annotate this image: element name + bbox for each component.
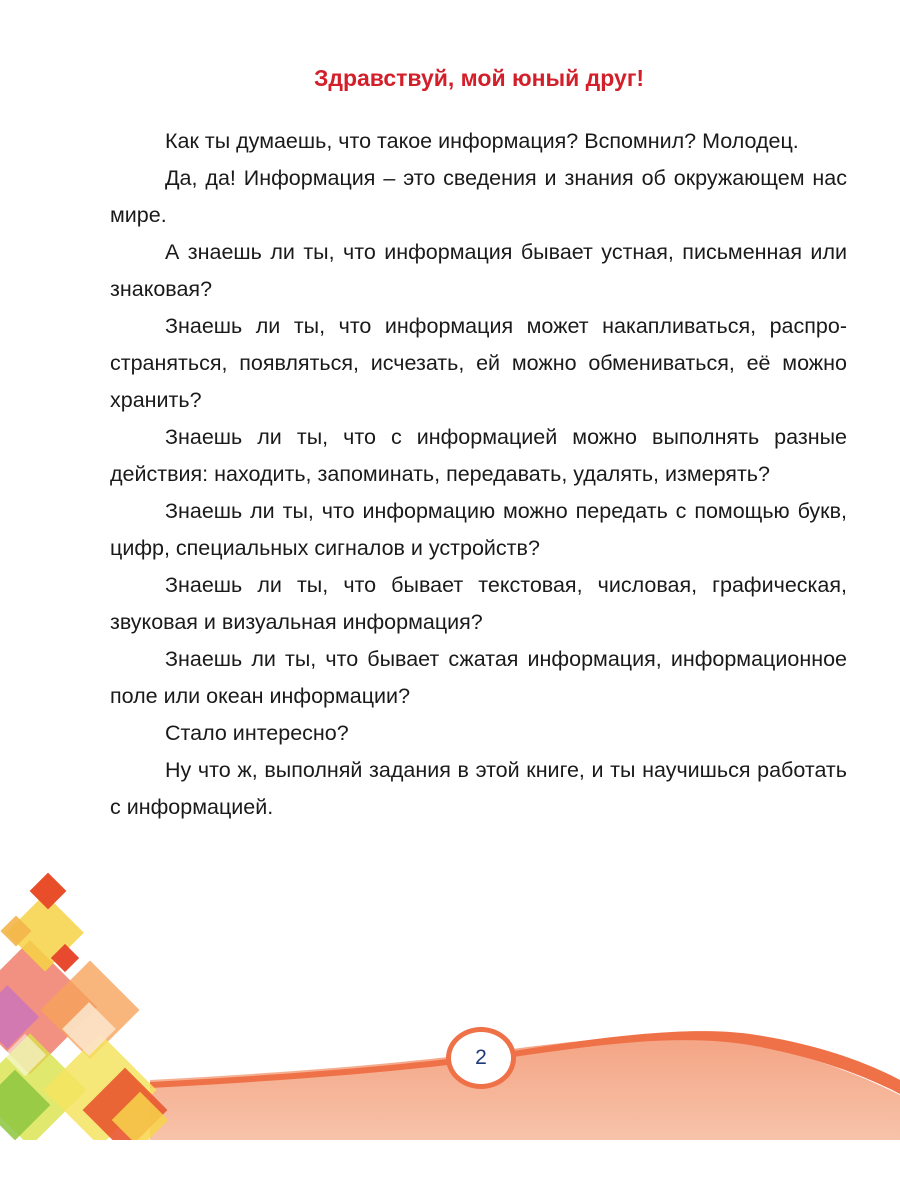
paragraph-7: Знаешь ли ты, что бывает текстовая, числовая, графическая, звуковая и визуальная информация?	[110, 573, 847, 634]
page-number-badge	[446, 1027, 516, 1089]
paragraph-3: А знаешь ли ты, что информация бывает устная, письменная или знаковая?	[110, 240, 847, 301]
paragraph-9: Стало интересно?	[165, 721, 349, 745]
bottom-margin	[0, 1140, 900, 1200]
paragraph-6: Знаешь ли ты, что информацию можно передать с помощью букв, цифр, специальных сигналов и устройств?	[110, 499, 847, 560]
page-number: 2	[475, 1046, 487, 1069]
paragraph-8: Знаешь ли ты, что бывает сжатая информация, информационное поле или океан информации?	[110, 647, 847, 708]
paragraph-4: Знаешь ли ты, что информация может накапливаться, распространяться, появляться, исчезать, ей можно обмениваться, её можно хранить?	[110, 314, 847, 412]
paragraph-5: Знаешь ли ты, что с информацией можно выполнять разные действия: находить, запоминать, передавать, удалять, измерять?	[110, 425, 847, 486]
body-text	[110, 123, 847, 826]
page-title: Здравствуй, мой юный друг!	[313, 65, 645, 91]
paragraph-10: Ну что ж, выполняй задания в этой книге, и ты научишься работать с информацией.	[110, 758, 847, 819]
mosaic-decoration	[0, 873, 168, 1153]
paragraph-2: Да, да! Информация – это сведения и знания об окружающем нас мире.	[110, 166, 847, 227]
paragraph-1: Как ты думаешь, что такое информация? Вспомнил? Молодец.	[165, 129, 799, 153]
